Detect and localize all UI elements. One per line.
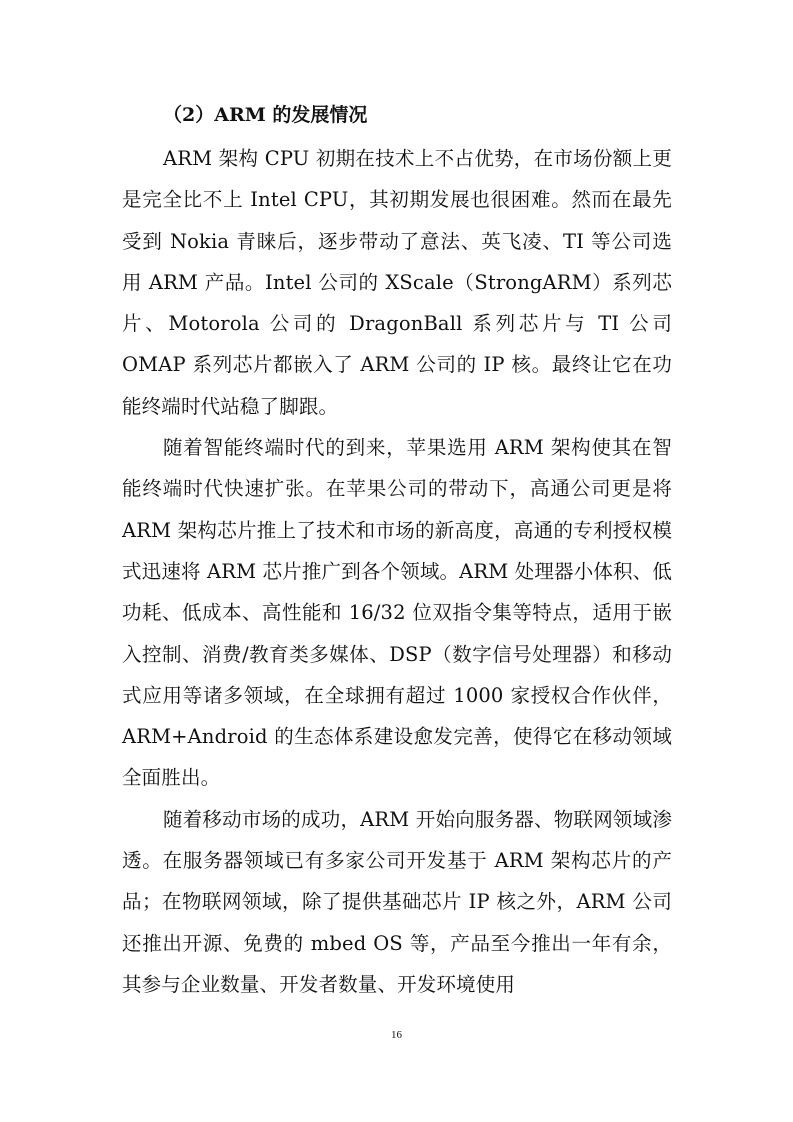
paragraph-arm-early-history: ARM 架构 CPU 初期在技术上不占优势，在市场份额上更是完全比不上 Intel CPU，其初期发展也很困难。然而在最先受到 Nokia 青睐后，逐步带动了意法、英飞凌、TI 等公司选用 ARM 产品。Intel 公司的 XScale（StrongARM）系列芯片、Motorola 公司的 DragonBall 系列芯片与 TI 公司 OMAP 系列芯片都嵌入了 ARM 公司的 IP 核。最终让它在功能终端时代站稳了脚跟。 <box>122 147 672 418</box>
page-number: 16 <box>391 1029 402 1041</box>
body-text <box>122 138 672 1005</box>
paragraph-smart-terminal-era: 随着智能终端时代的到来，苹果选用 ARM 架构使其在智能终端时代快速扩张。在苹果公司的带动下，高通公司更是将 ARM 架构芯片推上了技术和市场的新高度，高通的专利授权模式迅速将 ARM 芯片推广到各个领域。ARM 处理器小体积、低功耗、低成本、高性能和 16/32 位双指令集等特点，适用于嵌入控制、消费/教育类多媒体、DSP（数字信号处理器）和移动式应用等诸多领域，在全球拥有超过 1000 家授权合作伙伴，ARM+Android 的生态体系建设愈发完善，使得它在移动领域全面胜出。 <box>122 436 672 790</box>
section-heading: （2）ARM 的发展情况 <box>163 104 368 126</box>
paragraph-server-iot-expansion: 随着移动市场的成功，ARM 开始向服务器、物联网领域渗透。在服务器领域已有多家公司开发基于 ARM 架构芯片的产品；在物联网领域，除了提供基础芯片 IP 核之外，ARM 公司还推出开源、免费的 mbed OS 等，产品至今推出一年有余，其参与企业数量、开发者数量、开发环境使用 <box>122 807 672 996</box>
